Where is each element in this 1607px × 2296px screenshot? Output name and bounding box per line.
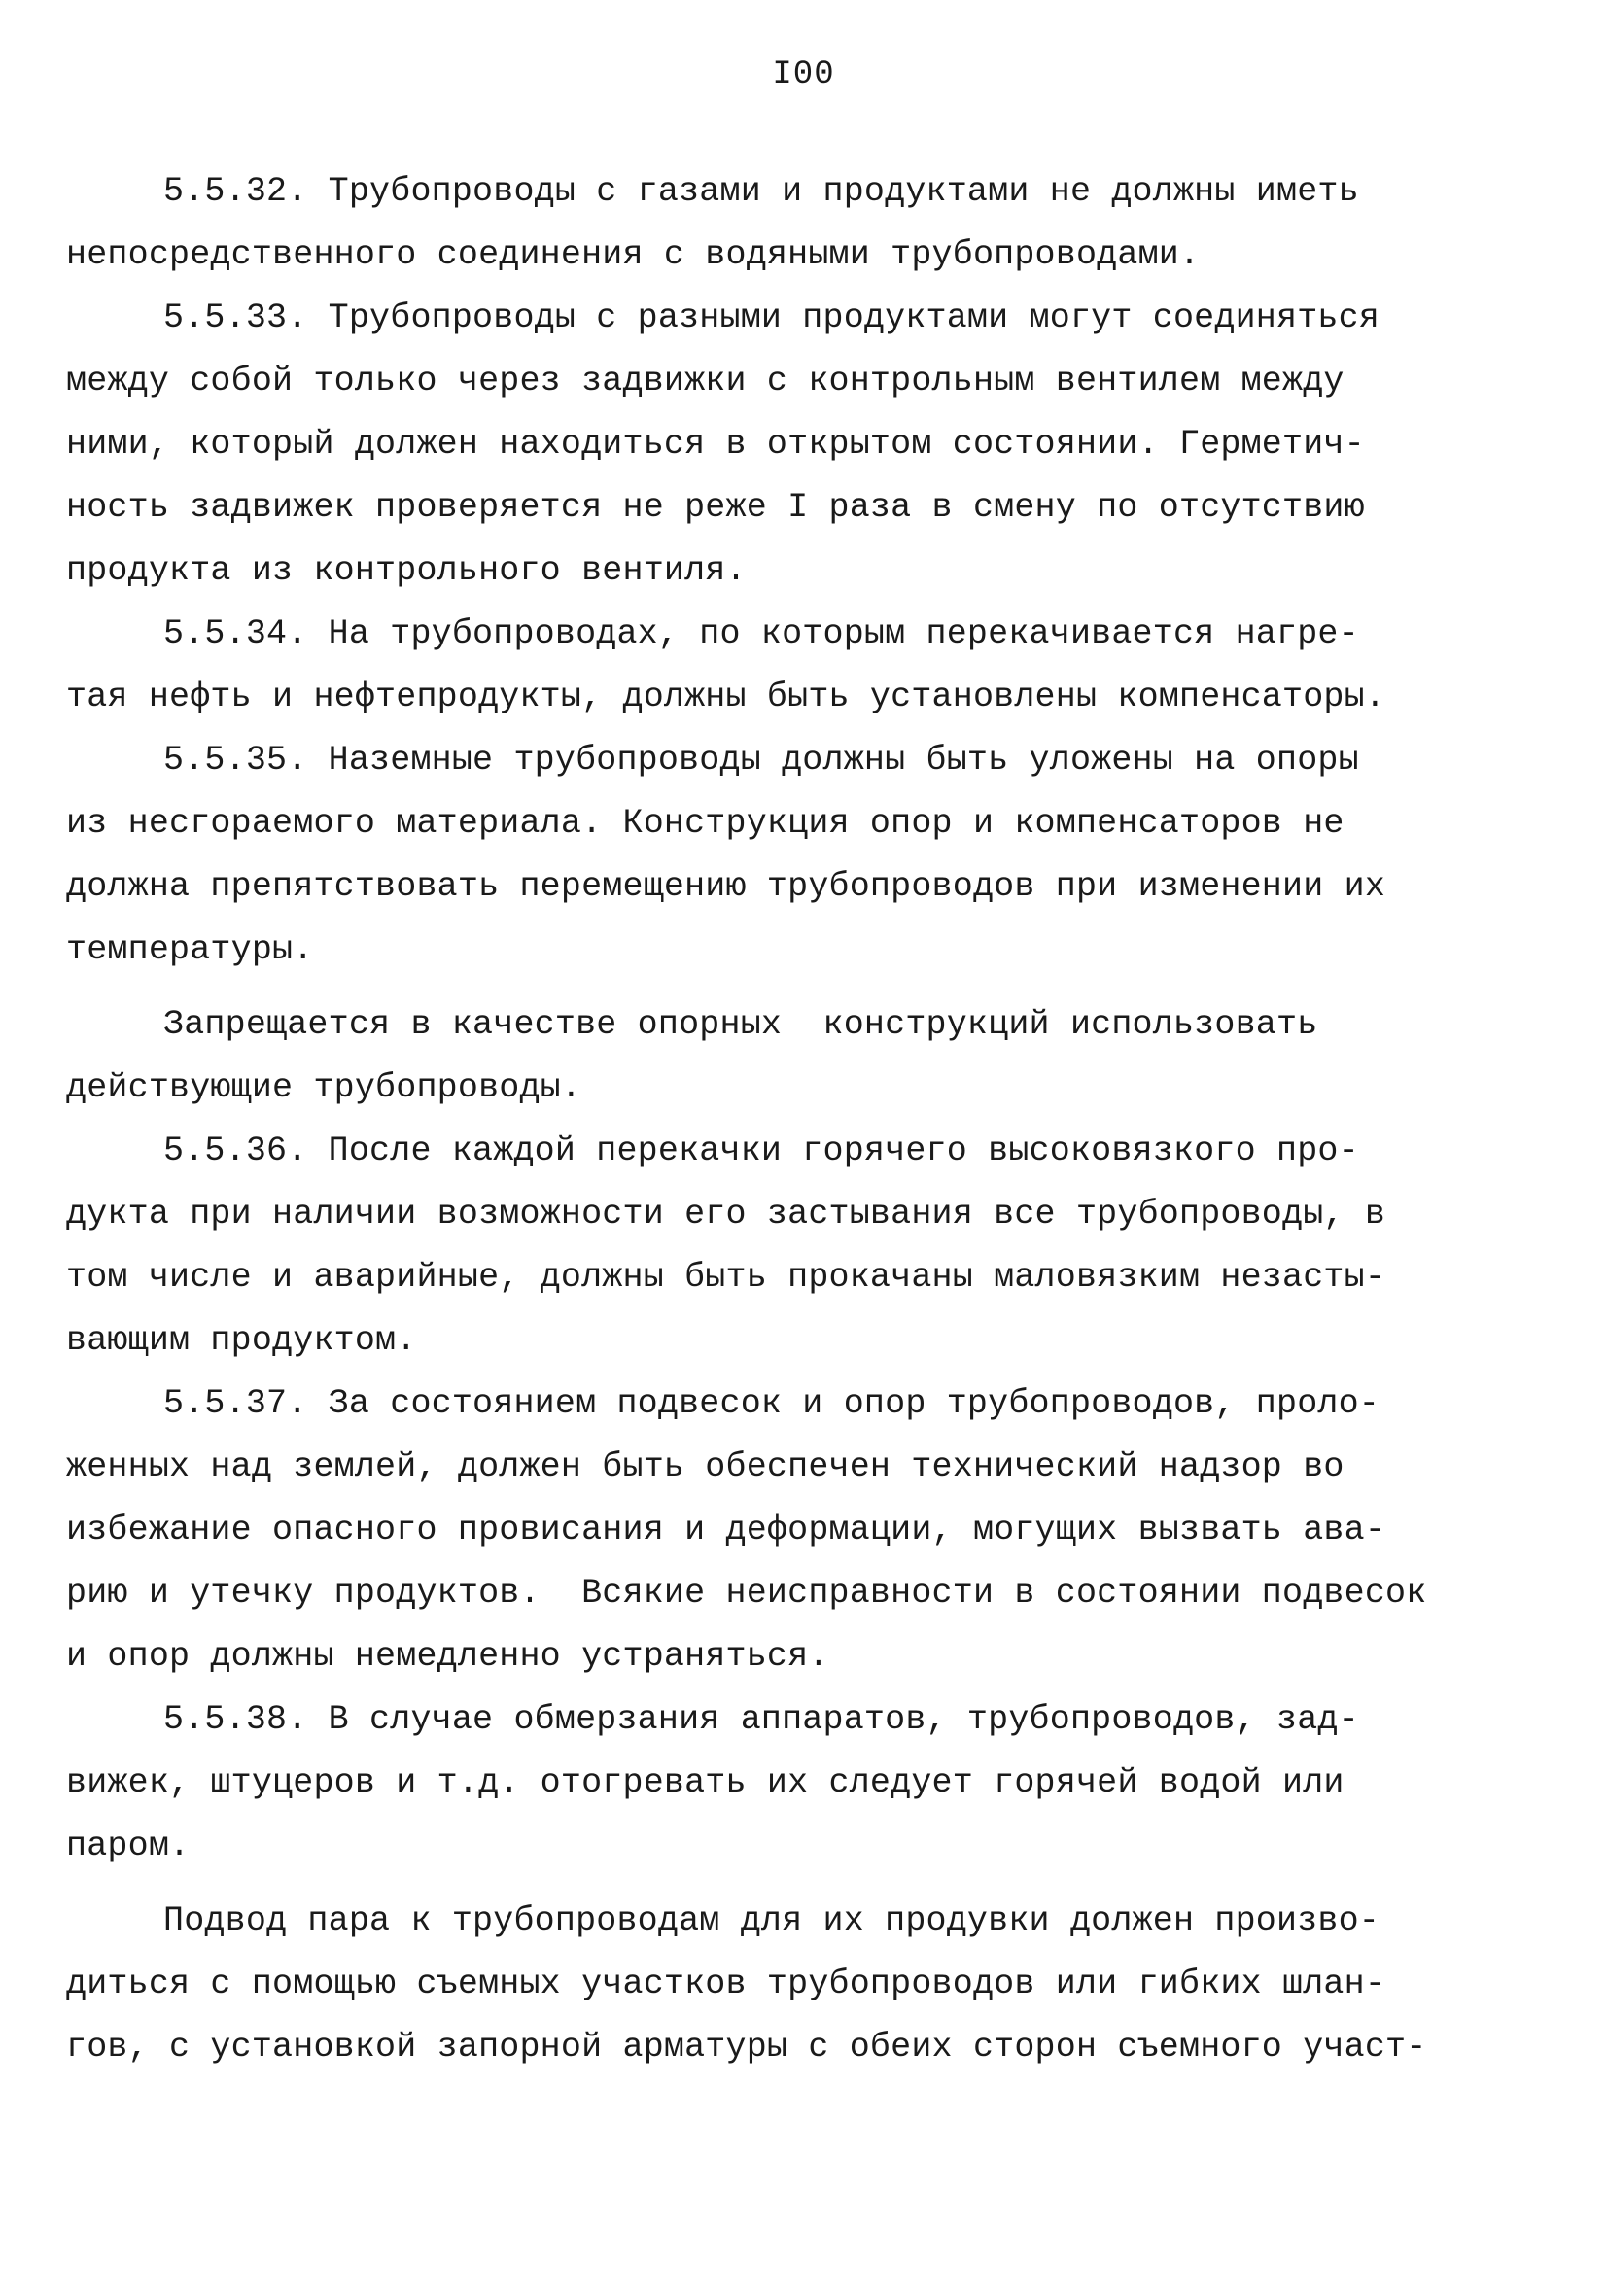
text-line: вижек, штуцеров и т.д. отогревать их следует горячей водой или <box>66 1763 1345 1802</box>
text-line: гов, с установкой запорной арматуры с обеих сторон съемного участ- <box>66 2028 1427 2067</box>
body-text <box>66 160 1427 2079</box>
text-line: рию и утечку продуктов. Всякие неисправности в состоянии подвесок <box>66 1574 1427 1613</box>
text-line: дукта при наличии возможности его застывания все трубопроводы, в <box>66 1195 1386 1234</box>
page-number: I00 <box>772 56 835 93</box>
text-line: из несгораемого материала. Конструкция опор и компенсаторов не <box>66 804 1345 843</box>
text-line: 5.5.36. После каждой перекачки горячего высоковязкого про- <box>163 1131 1359 1170</box>
text-line: ность задвижек проверяется не реже I раза в смену по отсутствию <box>66 488 1365 527</box>
text-line: между собой только через задвижки с контрольным вентилем между <box>66 362 1345 400</box>
text-line: 5.5.38. В случае обмерзания аппаратов, трубопроводов, зад- <box>163 1700 1359 1739</box>
text-line: избежание опасного провисания и деформации, могущих вызвать ава- <box>66 1511 1386 1549</box>
text-line: диться с помощью съемных участков трубопроводов или гибких шлан- <box>66 1965 1386 2003</box>
text-line: непосредственного соединения с водяными трубопроводами. <box>66 235 1201 274</box>
text-line: том числе и аварийные, должны быть прокачаны маловязким незасты- <box>66 1258 1386 1297</box>
text-line: Запрещается в качестве опорных конструкций использовать <box>163 1005 1318 1044</box>
text-line: 5.5.33. Трубопроводы с разными продуктами могут соединяться <box>163 298 1380 337</box>
text-line: действующие трубопроводы. <box>66 1068 582 1107</box>
text-line: продукта из контрольного вентиля. <box>66 551 747 590</box>
text-line: 5.5.37. За состоянием подвесок и опор трубопроводов, проло- <box>163 1384 1380 1423</box>
text-line: паром. <box>66 1826 191 1865</box>
text-line: 5.5.34. На трубопроводах, по которым перекачивается нагре- <box>163 614 1359 653</box>
text-line: тая нефть и нефтепродукты, должны быть установлены компенсаторы. <box>66 678 1386 716</box>
text-line: и опор должны немедленно устраняться. <box>66 1637 829 1676</box>
text-line: вающим продуктом. <box>66 1321 417 1360</box>
text-line: 5.5.32. Трубопроводы с газами и продуктами не должны иметь <box>163 172 1359 211</box>
text-line: должна препятствовать перемещению трубопроводов при изменении их <box>66 867 1386 906</box>
text-line: температуры. <box>66 930 314 969</box>
text-line: Подвод пара к трубопроводам для их продувки должен произво- <box>163 1901 1380 1940</box>
text-line: 5.5.35. Наземные трубопроводы должны быть уложены на опоры <box>163 741 1359 780</box>
text-line: женных над землей, должен быть обеспечен технический надзор во <box>66 1447 1345 1486</box>
text-line: ними, который должен находиться в открытом состоянии. Герметич- <box>66 425 1365 464</box>
